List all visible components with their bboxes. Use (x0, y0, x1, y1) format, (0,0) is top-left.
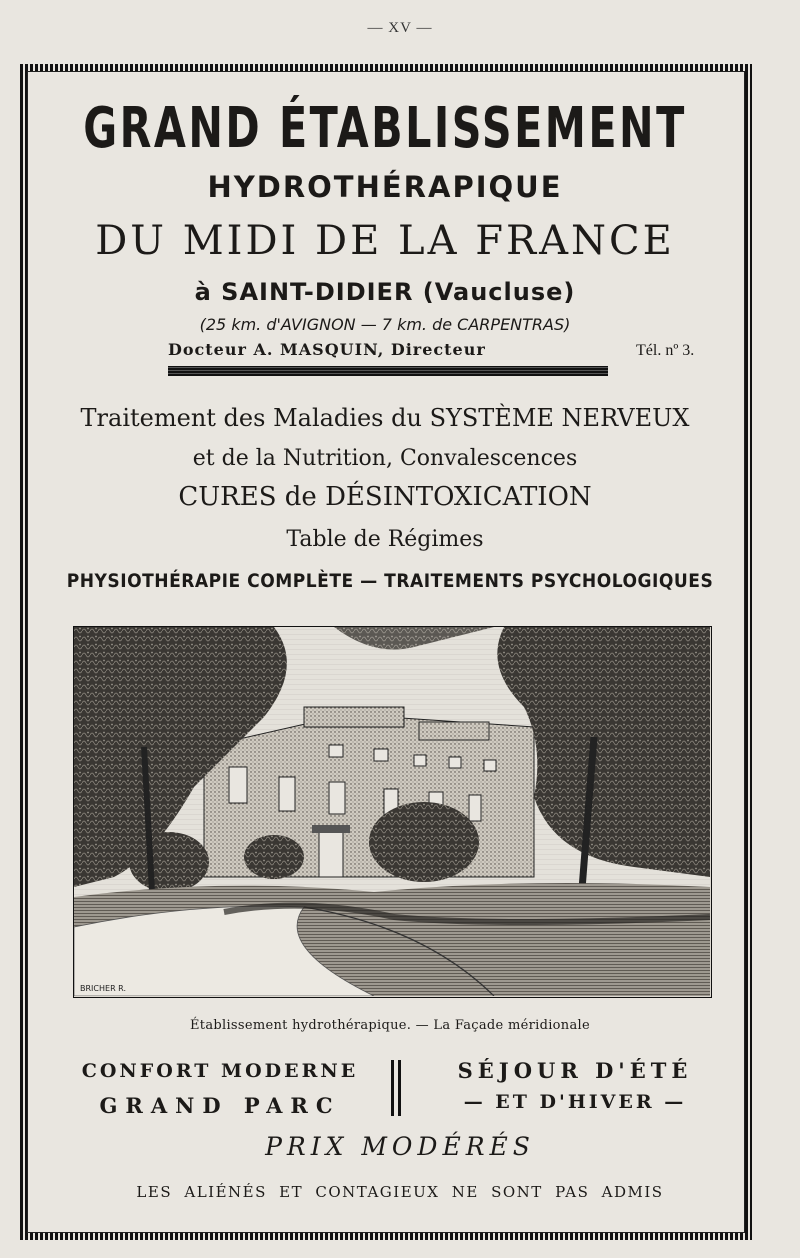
feature-divider (391, 1060, 401, 1116)
distances: (25 km. d'AVIGNON — 7 km. de CARPENTRAS) (199, 315, 571, 334)
illustration-caption: Établissement hydrothérapique. — La Façade méridionale (190, 1018, 590, 1033)
region-heading: DU MIDI DE LA FRANCE (95, 218, 675, 264)
phone: Tél. nº 3. (636, 342, 695, 359)
treatment-line-1: Traitement des Maladies du SYSTÈME NERVEUX (80, 404, 690, 432)
subtitle: HYDROTHÉRAPIQUE (207, 170, 563, 204)
feature-winter-stay: — ET D'HIVER — (463, 1091, 687, 1113)
treatment-line-5: PHYSIOTHÉRAPIE COMPLÈTE — TRAITEMENTS PSYCHOLOGIQUES (66, 570, 714, 592)
treatment-line-3: CURES de DÉSINTOXICATION (178, 482, 592, 512)
location: à SAINT-DIDIER (Vaucluse) (194, 278, 576, 306)
director-underline (168, 366, 608, 376)
feature-park: GRAND PARC (99, 1093, 341, 1118)
director: Docteur A. MASQUIN, Directeur (168, 340, 486, 359)
admission-notice: LES ALIÉNÉS ET CONTAGIEUX NE SONT PAS ADMIS (136, 1183, 664, 1201)
engraving-drawing (74, 627, 710, 996)
prices: PRIX MODÉRÉS (265, 1132, 535, 1161)
engraving-facade (73, 626, 712, 998)
feature-summer-stay: SÉJOUR D'ÉTÉ (457, 1058, 693, 1083)
title: GRAND ÉTABLISSEMENT (83, 96, 687, 161)
engraver-signature: BRICHER R. (80, 984, 126, 993)
feature-comfort: CONFORT MODERNE (81, 1060, 359, 1082)
treatment-line-2: et de la Nutrition, Convalescences (192, 446, 578, 471)
treatment-line-4: Table de Régimes (286, 527, 484, 552)
page-number: — XV — (367, 20, 433, 36)
